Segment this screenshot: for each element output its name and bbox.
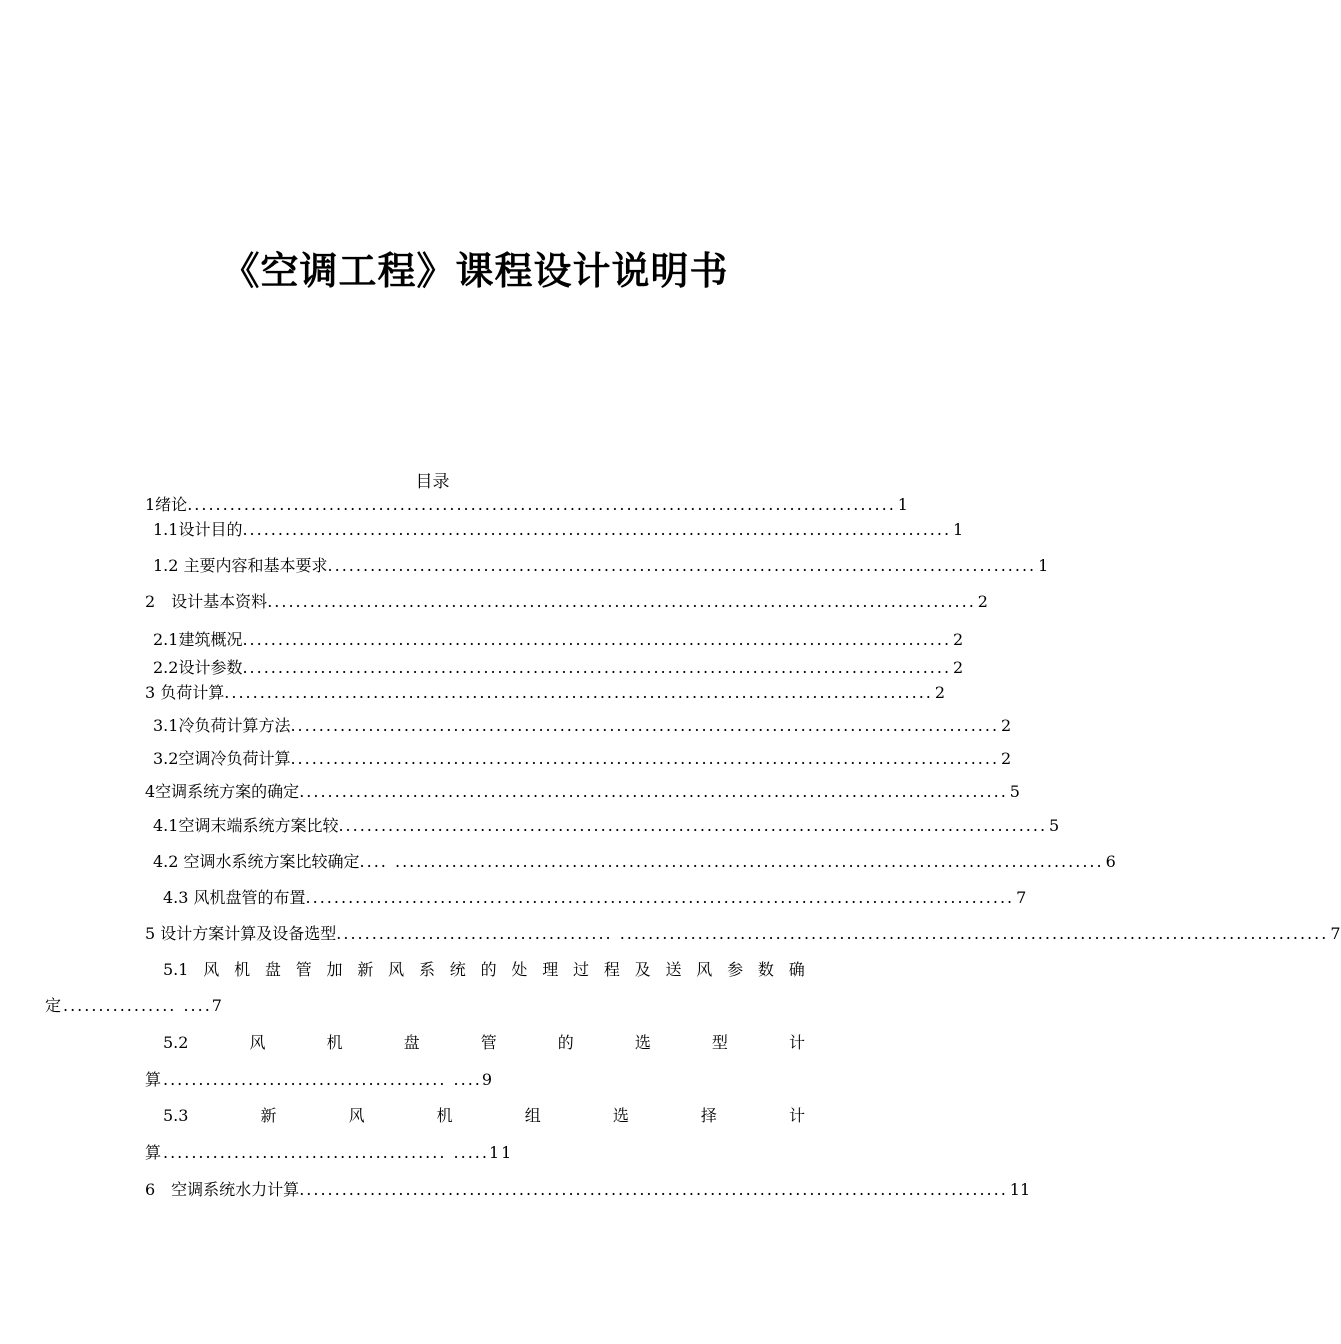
toc-entry[interactable] (145, 922, 1341, 946)
toc-entry-title: 5 设计方案计算及设备选型 (145, 924, 337, 943)
toc-entry-5-2-line2[interactable]: 算........................................ ....9 (145, 1070, 495, 1089)
toc-word: 择 (700, 1106, 717, 1125)
toc-leader: .................................................................................................... (290, 716, 1000, 735)
toc-entry-title: 2.1建筑概况 (153, 630, 243, 649)
toc-word: 型 (711, 1033, 728, 1052)
toc-entry-title: 4.3 风机盘管的布置 (163, 888, 306, 907)
toc-entry-page: 1 (1038, 556, 1049, 575)
toc-leader: .................................................................................................... (224, 683, 933, 702)
toc-word: 管 (295, 960, 312, 979)
toc-word: 风 (348, 1106, 365, 1125)
toc-entry[interactable] (145, 590, 988, 614)
toc-leader: .... .................................................................................................... (359, 852, 1104, 871)
toc-leader: .................................................................................................... (299, 782, 1008, 801)
toc-entry-5-1-line1[interactable] (163, 958, 805, 982)
toc-word: 数 (757, 960, 774, 979)
toc-leader: .................................................................................................... (338, 816, 1048, 835)
toc-word: 盘 (264, 960, 281, 979)
toc-entry[interactable] (153, 747, 1012, 771)
toc-entry-page: 7 (1330, 924, 1341, 943)
page-title: 《空调工程》课程设计说明书 (221, 249, 729, 293)
toc-word: 5.1 (163, 960, 189, 979)
toc-entry-page: 5 (1049, 816, 1060, 835)
toc-word: 加 (326, 960, 343, 979)
toc-word: 计 (788, 1033, 805, 1052)
toc-entry[interactable] (163, 886, 1027, 910)
toc-entry-title: 1.2 主要内容和基本要求 (153, 556, 328, 575)
toc-word: 组 (524, 1106, 541, 1125)
toc-leader: .................................................................................................... (242, 658, 952, 677)
toc-leader: .................................................................................................... (187, 495, 896, 514)
toc-entry-page: 2 (953, 658, 964, 677)
toc-entry-page: 2 (1001, 716, 1012, 735)
toc-entry-title: 6 空调系统水力计算 (145, 1180, 300, 1199)
toc-entry[interactable] (145, 493, 908, 517)
toc-word: 系 (418, 960, 435, 979)
toc-entry-title: 3.2空调冷负荷计算 (153, 749, 291, 768)
toc-entry[interactable] (153, 850, 1116, 874)
toc-word: 参 (727, 960, 744, 979)
toc-entry-title: 4空调系统方案的确定 (145, 782, 300, 801)
toc-word: 新 (260, 1106, 277, 1125)
toc-word: 风 (249, 1033, 266, 1052)
toc-word: 过 (573, 960, 590, 979)
toc-entry-5-3-line1[interactable] (163, 1104, 805, 1128)
toc-entry-page: 2 (953, 630, 964, 649)
toc-entry-page: 7 (1016, 888, 1027, 907)
toc-entry-5-2-line1[interactable] (163, 1031, 805, 1055)
toc-leader: .................................................................................................... (299, 1180, 1008, 1199)
toc-entry[interactable] (153, 518, 964, 542)
toc-leader: .................................................................................................... (267, 592, 976, 611)
toc-entry-title: 4.1空调末端系统方案比较 (153, 816, 339, 835)
toc-word: 选 (612, 1106, 629, 1125)
toc-word: 风 (696, 960, 713, 979)
toc-word: 确 (788, 960, 805, 979)
toc-leader: ....................................... .................................................................................................... (336, 924, 1329, 943)
toc-word: 理 (542, 960, 559, 979)
toc-entry-title: 3.1冷负荷计算方法 (153, 716, 291, 735)
toc-entry-title: 2.2设计参数 (153, 658, 243, 677)
toc-word: 风 (388, 960, 405, 979)
toc-word: 统 (449, 960, 466, 979)
toc-word: 机 (436, 1106, 453, 1125)
toc-entry-5-1-line2[interactable]: 定................ ....7 (45, 996, 224, 1015)
toc-leader: .................................................................................................... (327, 556, 1037, 575)
toc-leader: .................................................................................................... (242, 630, 952, 649)
toc-entry-page: 11 (1009, 1180, 1031, 1199)
toc-word: 管 (480, 1033, 497, 1052)
toc-entry[interactable] (153, 714, 1012, 738)
toc-entry-page: 2 (977, 592, 988, 611)
toc-entry[interactable] (145, 780, 1020, 804)
toc-word: 选 (634, 1033, 651, 1052)
toc-word: 5.2 (163, 1033, 189, 1052)
toc-leader: .................................................................................................... (305, 888, 1015, 907)
toc-word: 计 (788, 1106, 805, 1125)
toc-heading: 目录 (415, 472, 450, 492)
toc-entry[interactable] (153, 554, 1049, 578)
toc-entry-title: 4.2 空调水系统方案比较确定 (153, 852, 360, 871)
toc-leader: .................................................................................................... (242, 520, 952, 539)
toc-word: 处 (511, 960, 528, 979)
toc-entry-page: 5 (1009, 782, 1020, 801)
toc-entry-title: 1绪论 (145, 495, 188, 514)
toc-word: 盘 (403, 1033, 420, 1052)
toc-entry[interactable] (153, 814, 1060, 838)
toc-word: 的 (480, 960, 497, 979)
toc-word: 程 (603, 960, 620, 979)
toc-entry[interactable] (153, 628, 964, 652)
toc-word: 送 (665, 960, 682, 979)
toc-word: 机 (234, 960, 251, 979)
toc-word: 新 (357, 960, 374, 979)
toc-word: 及 (634, 960, 651, 979)
toc-entry[interactable] (145, 681, 946, 705)
toc-word: 风 (203, 960, 220, 979)
toc-entry[interactable] (153, 656, 964, 680)
toc-entry-page: 2 (934, 683, 946, 702)
toc-entry[interactable] (145, 1178, 1031, 1202)
toc-leader: .................................................................................................... (290, 749, 1000, 768)
toc-entry-page: 6 (1105, 852, 1116, 871)
toc-entry-title: 2 设计基本资料 (145, 592, 268, 611)
toc-entry-page: 1 (953, 520, 964, 539)
toc-word: 机 (326, 1033, 343, 1052)
toc-entry-page: 1 (897, 495, 908, 514)
toc-entry-page: 2 (1001, 749, 1012, 768)
toc-word: 5.3 (163, 1106, 189, 1125)
toc-word: 的 (557, 1033, 574, 1052)
toc-entry-title: 3 负荷计算 (145, 683, 225, 702)
toc-entry-title: 1.1设计目的 (153, 520, 243, 539)
toc-entry-5-3-line2[interactable]: 算........................................ .....11 (145, 1143, 514, 1162)
